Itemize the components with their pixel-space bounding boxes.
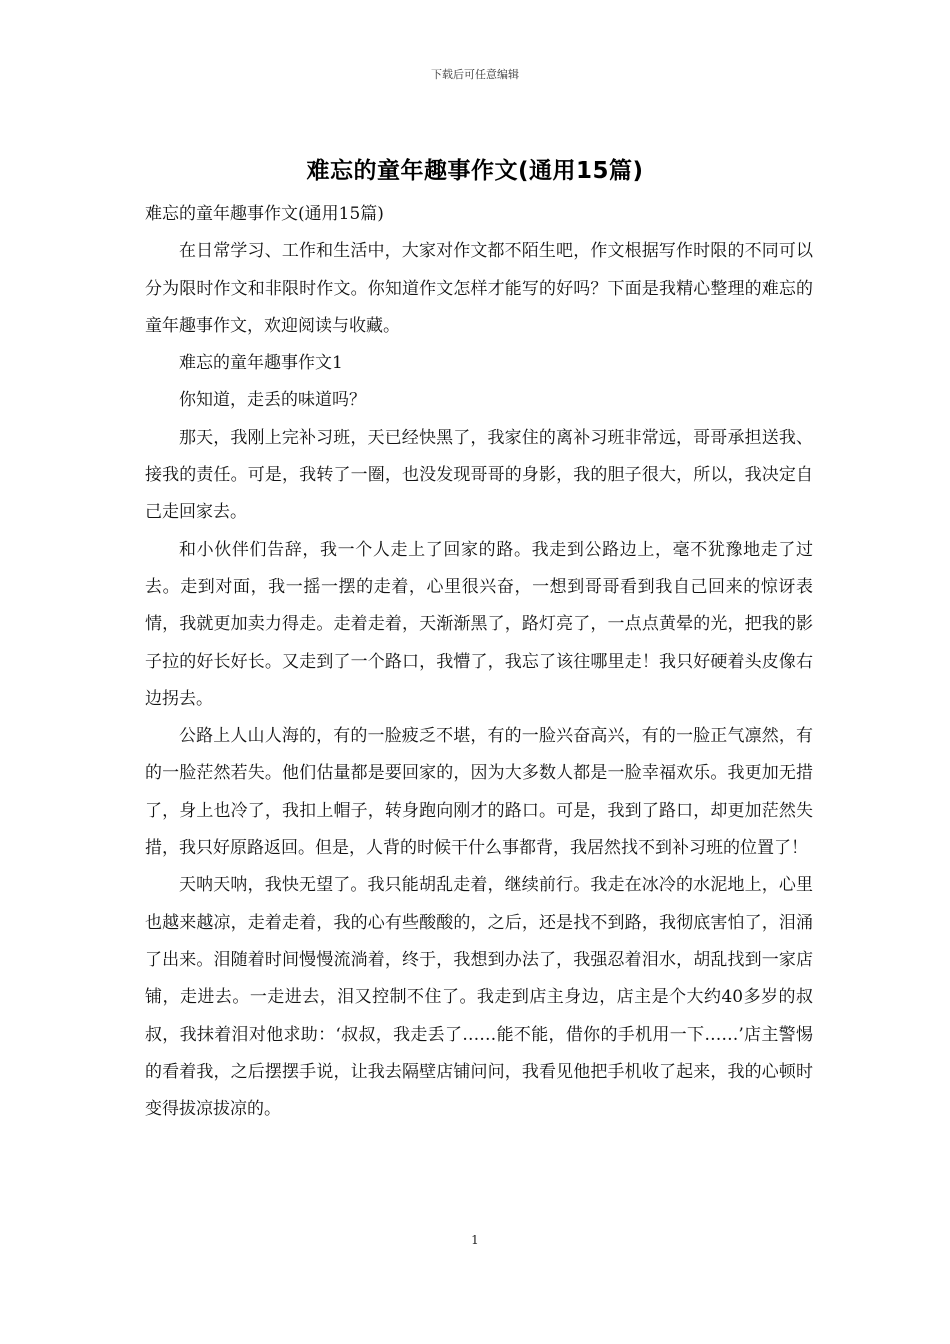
paragraph: 天呐天呐，我快无望了。我只能胡乱走着，继续前行。我走在冰冷的水泥地上，心里也越来越凉，走着走着，我的心有些酸酸的，之后，还是找不到路，我彻底害怕了，泪涌了出来。泪随着时间慢慢流淌着，终于，我想到办法了，我强忍着泪水，胡乱找到一家店铺，走进去。一走进去，泪又控制不住了。我走到店主身边，店主是个大约40多岁的叔叔，我抹着泪对他求助：‘叔叔，我走丢了……能不能，借你的手机用一下……’店主警惕的看着我，之后摆摆手说，让我去隔壁店铺问问，我看见他把手机收了起来，我的心顿时变得拔凉拔凉的。 — [145, 875, 813, 1120]
header-note: 下载后可任意编辑 — [431, 68, 519, 81]
paragraph: 那天，我刚上完补习班，天已经快黑了，我家住的离补习班非常远，哥哥承担送我、接我的责任。可是，我转了一圈，也没发现哥哥的身影，我的胆子很大，所以，我决定自己走回家去。 — [145, 427, 813, 523]
paragraph: 公路上人山人海的，有的一脸疲乏不堪，有的一脸兴奋高兴，有的一脸正气凛然，有的一脸茫然若失。他们估量都是要回家的，因为大多数人都是一脸幸福欢乐。我更加无措了，身上也冷了，我扣上帽子，转身跑向刚才的路口。可是，我到了路口，却更加茫然失措，我只好原路返回。但是，人背的时候干什么事都背，我居然找不到补习班的位置了！ — [145, 726, 813, 859]
document-subtitle: 难忘的童年趣事作文(通用15篇) — [145, 204, 384, 224]
document-title: 难忘的童年趣事作文(通用15篇) — [306, 158, 644, 184]
paragraph: 你知道，走丢的味道吗？ — [179, 390, 366, 411]
page-number: 1 — [471, 1233, 479, 1247]
paragraph-intro: 在日常学习、工作和生活中，大家对作文都不陌生吧，作文根据写作时限的不同可以分为限时作文和非限时作文。你知道作文怎样才能写的好吗？下面是我精心整理的难忘的童年趣事作文，欢迎阅读与收藏。 — [145, 241, 813, 336]
essay-heading: 难忘的童年趣事作文1 — [179, 353, 343, 374]
document-body — [145, 196, 813, 1128]
paragraph: 和小伙伴们告辞，我一个人走上了回家的路。我走到公路边上，毫不犹豫地走了过去。走到对面，我一摇一摆的走着，心里很兴奋，一想到哥哥看到我自己回来的惊讶表情，我就更加卖力得走。走着走着，天渐渐黑了，路灯亮了，一点点黄晕的光，把我的影子拉的好长好长。又走到了一个路口，我懵了，我忘了该往哪里走！我只好硬着头皮像右边拐去。 — [145, 539, 813, 709]
